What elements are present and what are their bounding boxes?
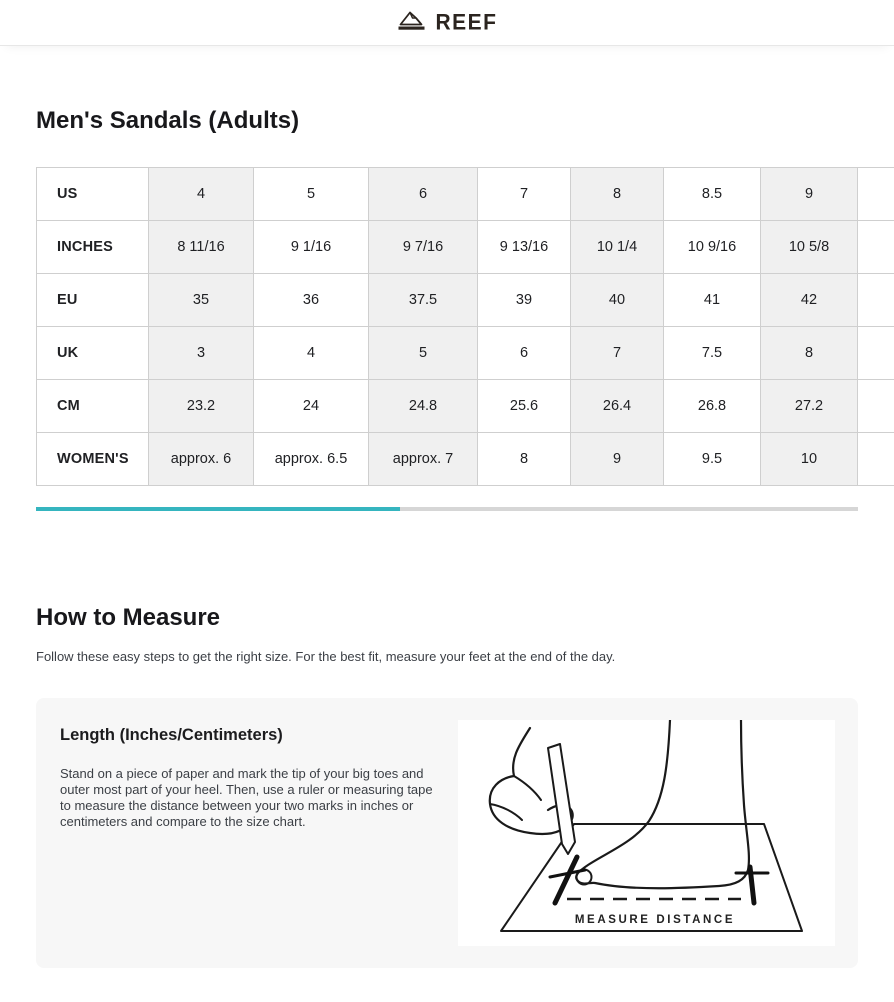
length-card-title: Length (Inches/Centimeters)	[60, 726, 283, 744]
row-label: INCHES	[37, 221, 149, 274]
size-cell: 9	[571, 433, 664, 486]
table-scrollbar-thumb[interactable]	[36, 507, 400, 511]
size-cell: 27.2	[761, 380, 858, 433]
measure-foot-illustration	[458, 720, 835, 946]
size-cell: 9 7/16	[369, 221, 478, 274]
size-cell: approx. 6.5	[254, 433, 369, 486]
size-table-scroll-area[interactable]	[36, 167, 894, 486]
size-cell: 5	[254, 168, 369, 221]
size-cell: approx. 6	[149, 433, 254, 486]
brand-logo[interactable]	[396, 9, 497, 37]
size-cell: 7	[571, 327, 664, 380]
size-cell: 8.5	[664, 168, 761, 221]
size-table	[36, 167, 894, 486]
size-cell: 4	[149, 168, 254, 221]
size-cell: 42	[761, 274, 858, 327]
size-cell: 26.8	[664, 380, 761, 433]
size-cell: 8	[478, 433, 571, 486]
length-card-text	[60, 720, 445, 830]
size-cell: 24.8	[369, 380, 478, 433]
length-card-body: Stand on a piece of paper and mark the tip of your big toes and outer most part of your heel. Then, use a ruler or measuring tape to measure the distance between your two marks in inches or centimeters and compare to the size chart.	[60, 766, 433, 829]
size-cell: 41	[664, 274, 761, 327]
size-cell: 36	[254, 274, 369, 327]
site-header	[0, 0, 894, 46]
how-to-measure-title: How to Measure	[36, 604, 221, 631]
size-cell	[858, 380, 894, 433]
size-cell: 10	[761, 433, 858, 486]
size-cell: 7	[478, 168, 571, 221]
size-cell: 7.5	[664, 327, 761, 380]
table-row	[37, 433, 894, 486]
size-cell	[858, 221, 894, 274]
size-cell: 26.4	[571, 380, 664, 433]
size-cell: 25.6	[478, 380, 571, 433]
size-cell: 9 1/16	[254, 221, 369, 274]
size-cell: 9.5	[664, 433, 761, 486]
size-cell: 24	[254, 380, 369, 433]
how-to-measure-intro: Follow these easy steps to get the right size. For the best fit, measure your feet at the end of the day.	[36, 649, 616, 664]
size-table-body	[37, 168, 894, 486]
size-cell: 40	[571, 274, 664, 327]
table-scrollbar-track[interactable]	[36, 507, 858, 511]
size-cell	[858, 327, 894, 380]
size-cell: 8	[571, 168, 664, 221]
size-cell: 9	[761, 168, 858, 221]
brand-wordmark: REEF	[435, 9, 498, 35]
size-cell: 10 5/8	[761, 221, 858, 274]
size-cell: 8 11/16	[149, 221, 254, 274]
size-cell	[858, 274, 894, 327]
length-card	[36, 698, 858, 968]
size-cell: 9 13/16	[478, 221, 571, 274]
size-cell: 10 9/16	[664, 221, 761, 274]
page-title: Men's Sandals (Adults)	[36, 107, 300, 134]
size-cell: 6	[478, 327, 571, 380]
size-cell	[858, 168, 894, 221]
size-cell: 3	[149, 327, 254, 380]
table-row	[37, 327, 894, 380]
row-label: US	[37, 168, 149, 221]
row-label: CM	[37, 380, 149, 433]
row-label: UK	[37, 327, 149, 380]
size-cell: 6	[369, 168, 478, 221]
table-row	[37, 380, 894, 433]
row-label: WOMEN'S	[37, 433, 149, 486]
size-cell: 37.5	[369, 274, 478, 327]
table-row	[37, 168, 894, 221]
size-cell: 5	[369, 327, 478, 380]
size-cell: approx. 7	[369, 433, 478, 486]
size-cell: 23.2	[149, 380, 254, 433]
reef-mountain-icon	[396, 9, 428, 37]
size-cell: 8	[761, 327, 858, 380]
size-cell: 35	[149, 274, 254, 327]
row-label: EU	[37, 274, 149, 327]
measure-distance-label: MEASURE DISTANCE	[574, 914, 736, 926]
size-cell	[858, 433, 894, 486]
table-row	[37, 274, 894, 327]
size-cell: 10 1/4	[571, 221, 664, 274]
size-cell: 39	[478, 274, 571, 327]
size-cell: 4	[254, 327, 369, 380]
table-row	[37, 221, 894, 274]
